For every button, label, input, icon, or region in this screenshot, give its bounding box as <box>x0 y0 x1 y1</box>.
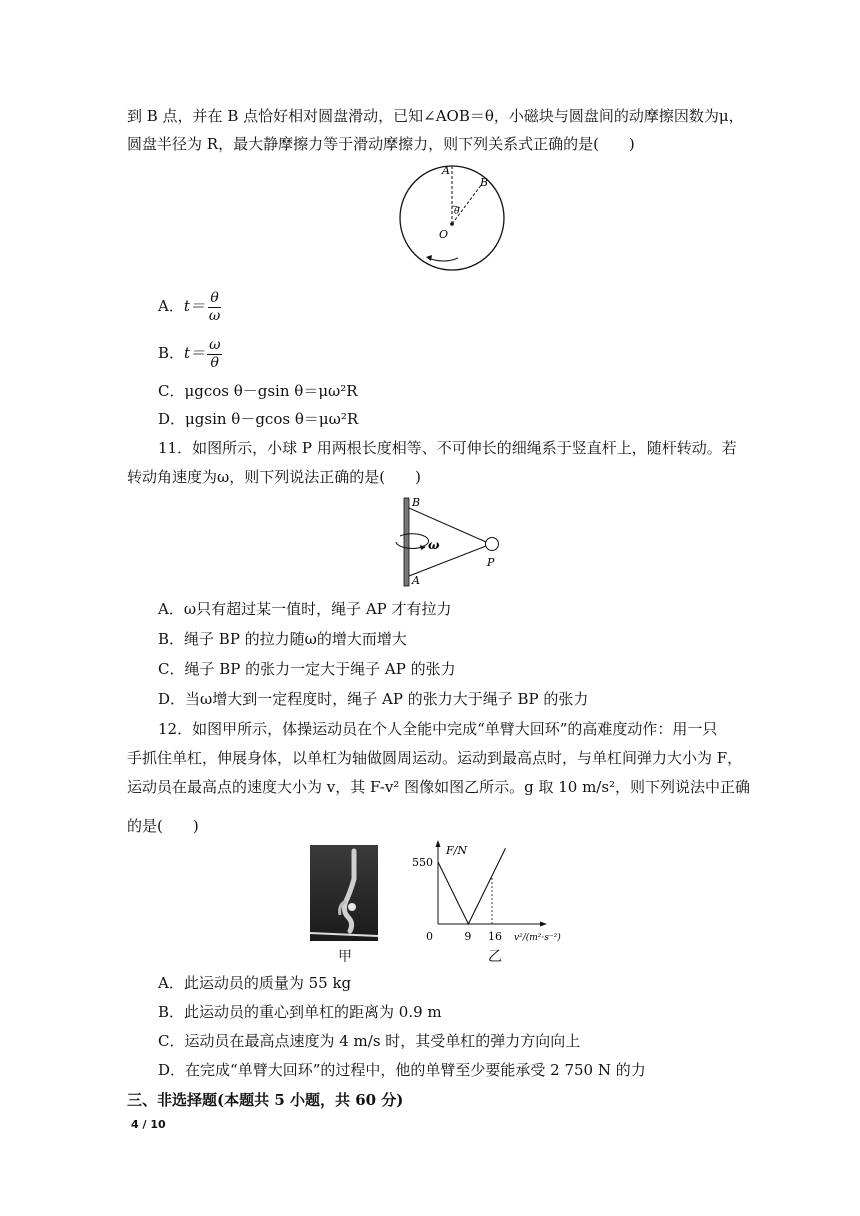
q10-disk-figure <box>396 164 516 278</box>
chart-x-tick-9: 9 <box>464 930 472 943</box>
q10-option-d: D．μgsin θ－gcos θ＝μω²R <box>158 410 359 428</box>
q11-label-b: B <box>412 496 421 509</box>
section-heading: 三、非选择题(本题共 5 小题，共 60 分) <box>127 1091 404 1109</box>
f-v2-chart <box>410 838 590 948</box>
q10-option-b-num: ω <box>209 336 221 353</box>
q12-option-d: D．在完成“单臂大回环”的过程中，他的单臂至少要能承受 2 750 N 的力 <box>158 1061 646 1079</box>
q10-option-c: C．μgcos θ－gsin θ＝μω²R <box>158 382 358 400</box>
q10-label-theta: θ <box>454 207 460 217</box>
photo-caption: 甲 <box>338 949 352 965</box>
q10-option-a <box>158 286 222 326</box>
chart-x-label: v²/(m²·s⁻²) <box>514 933 561 943</box>
q10-option-b-den: θ <box>210 354 219 371</box>
q10-option-a-lhs: t＝ <box>183 297 205 315</box>
q12-option-c: C．运动员在最高点速度为 4 m/s 时，其受单杠的弹力方向向上 <box>158 1032 581 1050</box>
q10-option-b-prefix: B． <box>158 344 185 362</box>
q11-text-line1: 11．如图所示，小球 P 用两根长度相等、不可伸长的细绳系于竖直杆上，随杆转动。若 <box>158 439 737 457</box>
chart-y-arrow <box>436 840 441 847</box>
q11-option-d: D．当ω增大到一定程度时，绳子 AP 的张力大于绳子 BP 的张力 <box>158 690 589 708</box>
q10-option-a-prefix: A． <box>158 297 184 315</box>
gymnast-photo <box>310 845 382 945</box>
q12-text-line2: 手抓住单杠，伸展身体，以单杠为轴做圆周运动。运动到最高点时，与单杠间弹力大小为 F， <box>127 749 743 767</box>
q10-option-a-den: ω <box>208 307 221 324</box>
q10-label-o: O <box>439 228 449 241</box>
q10-label-b: B <box>480 176 489 189</box>
q11-label-a: A <box>412 574 420 587</box>
q10-label-a: A <box>442 164 450 177</box>
chart-x-arrow <box>540 922 547 927</box>
q12-text-line1: 12．如图甲所示，体操运动员在个人全能中完成“单臂大回环”的高难度动作：用一只 <box>158 720 718 738</box>
q12-option-a: A．此运动员的质量为 55 kg <box>158 974 352 992</box>
chart-y-label: F/N <box>446 844 467 857</box>
q12-text-line4: 的是( ) <box>127 817 199 835</box>
q11-label-p: P <box>487 556 495 569</box>
q10-option-b <box>158 333 222 373</box>
q10-option-b-lhs: t＝ <box>184 344 206 362</box>
q12-option-b: B．此运动员的重心到单杠的距离为 0.9 m <box>158 1003 442 1021</box>
chart-x-tick-16: 16 <box>488 930 502 943</box>
q11-option-c: C．绳子 BP 的张力一定大于绳子 AP 的张力 <box>158 660 456 678</box>
chart-y-tick-550: 550 <box>412 856 433 869</box>
chart-x-tick-0: 0 <box>426 930 433 943</box>
q11-text-line2: 转动角速度为ω，则下列说法正确的是( ) <box>127 468 421 486</box>
q11-option-b: B．绳子 BP 的拉力随ω的增大而增大 <box>158 630 407 648</box>
q11-label-omega: ω <box>428 538 440 552</box>
chart-caption: 乙 <box>488 949 502 965</box>
q12-text-line3: 运动员在最高点的速度大小为 v，其 F-v² 图像如图乙所示。g 取 10 m/s²，则下列说法中正确 <box>127 778 751 796</box>
q11-rod-figure <box>386 494 506 590</box>
page-number: 4 / 10 <box>131 1118 166 1131</box>
chart-series-line <box>438 848 506 924</box>
q10-option-a-num: θ <box>210 289 219 306</box>
q11-option-a: A．ω只有超过某一值时，绳子 AP 才有拉力 <box>158 600 452 618</box>
q10-text-line2: 圆盘半径为 R，最大静摩擦力等于滑动摩擦力，则下列关系式正确的是( ) <box>127 135 635 153</box>
q10-text-line1: 到 B 点，并在 B 点恰好相对圆盘滑动，已知∠AOB＝θ，小磁块与圆盘间的动摩擦因数为μ， <box>127 107 744 125</box>
